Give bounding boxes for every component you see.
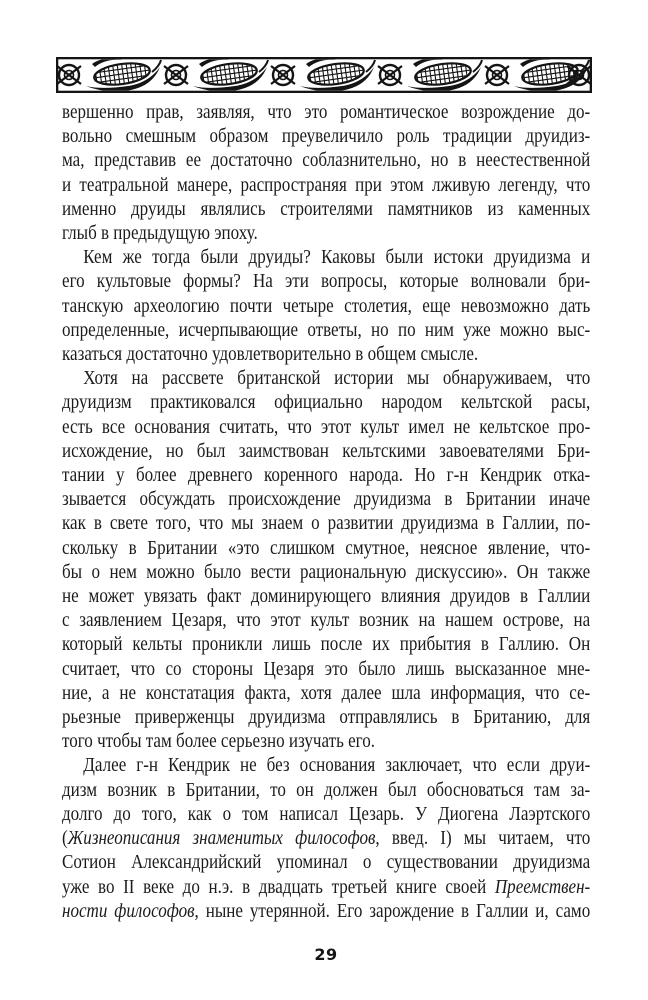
- text-line: [62, 269, 590, 293]
- italic-text-run: Преемствен-: [494, 875, 591, 898]
- text-line: [62, 657, 590, 681]
- text-line: [62, 850, 590, 874]
- italic-text-run: ности философов: [62, 899, 195, 922]
- text-run: его культовые формы? На эти вопросы, которые волновали бри-: [62, 270, 591, 293]
- text-run: , ныне утерянной. Его зарождение в Галлии и, само: [194, 899, 591, 922]
- text-line: [62, 390, 590, 414]
- text-run: Кем же тогда были друиды? Каковы были истоки друидизма и: [83, 246, 591, 269]
- text-line: [62, 511, 590, 535]
- text-line: [62, 608, 590, 632]
- text-run: исхождение, но был заимствован кельтскими завоевателями Бри-: [62, 439, 591, 462]
- celtic-interlace-band-icon: [56, 57, 592, 93]
- text-run: и театральной манере, распространяя при этом лживую легенду, что: [62, 173, 591, 196]
- text-run: глыб в предыдущую эпоху.: [62, 222, 258, 245]
- text-line: [62, 875, 590, 899]
- text-run: который кельты проникли лишь после их прибытия в Галлию. Он: [62, 633, 591, 656]
- text-line: [62, 294, 590, 318]
- page-number: 29: [314, 945, 338, 964]
- text-line: [62, 802, 590, 826]
- text-line: [62, 318, 590, 342]
- text-line: [62, 899, 590, 923]
- text-line: [62, 753, 590, 777]
- italic-text-run: Жизнеописания знаменитых философов: [67, 827, 376, 850]
- text-run: вершенно прав, заявляя, что это романтическое возрождение до-: [62, 101, 591, 123]
- text-run: не может увязать факт доминирующего влияния друидов в Галлии: [62, 585, 591, 608]
- text-run: друидизм практиковался официально народом кельтской расы,: [62, 391, 591, 414]
- text-line: [62, 560, 590, 584]
- text-run: вольно смешным образом преувеличило роль традиции друидиз-: [62, 125, 591, 148]
- text-line: [62, 536, 590, 560]
- text-run: ма, представив ее достаточно соблазнительно, но в неестественной: [62, 149, 591, 172]
- text-run: рьезные приверженцы друидизма отправлялись в Британию, для: [62, 706, 591, 729]
- text-run: определенные, исчерпывающие ответы, но по ним уже можно выс-: [62, 318, 591, 341]
- text-line: [62, 173, 590, 197]
- text-run: Сотион Александрийский упоминал о существовании друидизма: [62, 851, 591, 874]
- text-run: уже во II веке до н.э. в двадцать третьей книге своей: [62, 875, 495, 898]
- text-line: [62, 826, 590, 850]
- text-run: танскую археологию почти четыре столетия, еще невозможно дать: [62, 294, 591, 317]
- text-run: есть все основания считать, что этот культ имел не кельтское про-: [62, 415, 591, 438]
- text-line: [62, 342, 590, 366]
- text-run: считает, что со стороны Цезаря это было лишь высказанное мне-: [62, 657, 591, 680]
- text-line: [62, 100, 590, 124]
- text-run: того чтобы там более серьезно изучать его.: [62, 730, 376, 753]
- text-run: зывается обсуждать происхождение друидизма в Британии иначе: [62, 488, 591, 511]
- text-line: [62, 221, 590, 245]
- text-run: дизм возник в Британии, то он должен был обосноваться там за-: [62, 778, 591, 801]
- celtic-band-svg: [56, 57, 592, 93]
- text-run: скольку в Британии «это слишком смутное, неясное явление, что-: [62, 536, 591, 559]
- body-text: [62, 100, 590, 923]
- text-run: (: [62, 827, 68, 850]
- text-line: [62, 415, 590, 439]
- text-line: [62, 584, 590, 608]
- text-run: как в свете того, что мы знаем о развитии друидизма в Галлии, по-: [62, 512, 591, 535]
- text-run: , введ. I) мы читаем, что: [375, 827, 591, 850]
- text-line: [62, 729, 590, 753]
- text-line: [62, 439, 590, 463]
- text-line: [62, 148, 590, 172]
- text-line: [62, 366, 590, 390]
- text-line: [62, 778, 590, 802]
- text-line: [62, 705, 590, 729]
- text-run: долго до того, как о том написал Цезарь. У Диогена Лаэртского: [62, 802, 591, 825]
- text-line: [62, 124, 590, 148]
- text-run: именно друиды являлись строителями памятников из каменных: [62, 197, 591, 220]
- text-line: [62, 487, 590, 511]
- text-line: [62, 197, 590, 221]
- text-run: с заявлением Цезаря, что этот культ возник на нашем острове, на: [62, 609, 591, 632]
- text-run: Далее г-н Кендрик не без основания заключает, что если друи-: [83, 754, 591, 777]
- text-line: [62, 463, 590, 487]
- text-run: казаться достаточно удовлетворительно в общем смысле.: [62, 343, 479, 366]
- text-run: Хотя на рассвете британской истории мы обнаруживаем, что: [83, 367, 591, 390]
- text-run: бы о нем можно было вести рациональную дискуссию». Он также: [62, 560, 591, 583]
- text-line: [62, 632, 590, 656]
- text-line: [62, 681, 590, 705]
- text-run: тании у более древнего коренного народа. Но г-н Кендрик отка-: [62, 464, 591, 487]
- text-line: [62, 245, 590, 269]
- text-run: ние, а не констатация факта, хотя далее шла информация, что се-: [62, 681, 591, 704]
